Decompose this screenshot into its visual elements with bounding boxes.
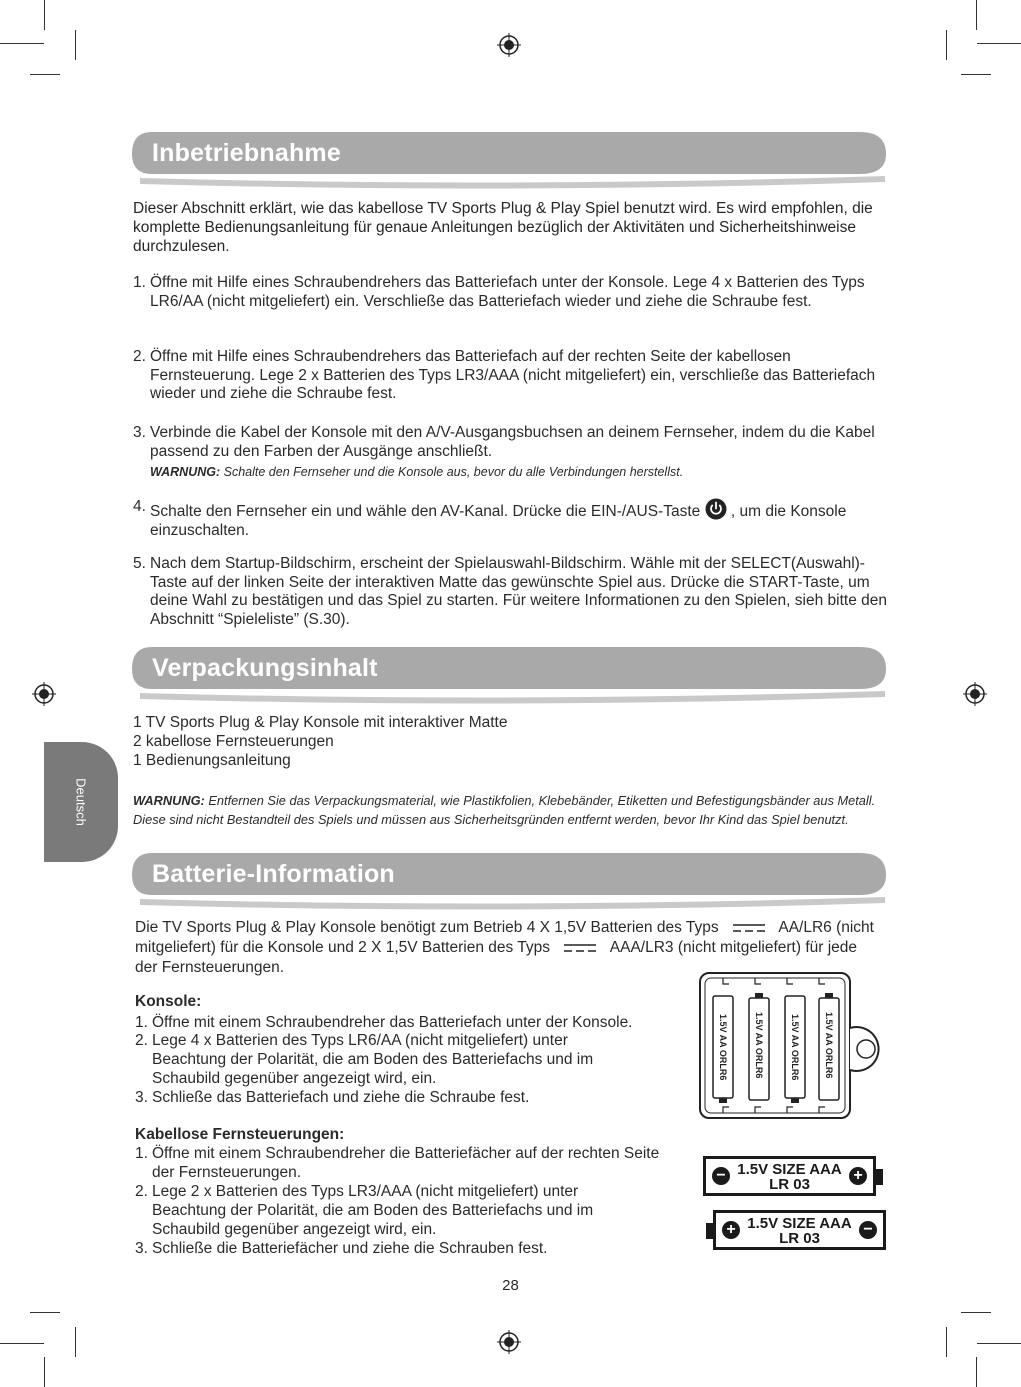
minus-terminal-icon: − — [859, 1221, 877, 1239]
crop-mark — [946, 30, 947, 60]
step-number: 1. — [135, 1014, 148, 1031]
power-button-icon — [705, 498, 727, 520]
step-text: Schließe das Batteriefach und ziehe die Schraube fest. — [152, 1089, 530, 1106]
package-item: 1 Bedienungsanleitung — [133, 752, 291, 769]
crop-mark — [976, 0, 977, 30]
step-3 — [133, 424, 893, 482]
aaa-battery-1 — [703, 1156, 876, 1196]
step-number: 1. — [133, 274, 146, 291]
battery-intro-c: AAA/LR3 (nicht mitgeliefert) für jede der Fernsteuerungen. — [135, 939, 858, 976]
step-text: Lege 4 x Batterien des Typs LR6/AA (nicht mitgeliefert) unter Beachtung der Polarität, die am Boden des Batteriefachs und im Schaubild gegenüber angezeigt wird, ein. — [152, 1032, 594, 1087]
step-text: Öffne mit einem Schraubendreher die Batteriefächer auf der rechten Seite der Fernsteuerungen. — [152, 1145, 660, 1181]
konsole-heading: Konsole: — [135, 993, 202, 1010]
crop-mark — [30, 74, 60, 75]
section-title: Batterie-Information — [152, 860, 395, 888]
dc-symbol-icon — [733, 923, 765, 933]
step-5 — [133, 555, 893, 629]
plus-terminal-icon: + — [722, 1221, 740, 1239]
konsole-step-3 — [135, 1088, 675, 1107]
crop-mark — [44, 1357, 45, 1387]
battery-nub — [876, 1169, 883, 1185]
page-number: 28 — [502, 1277, 519, 1294]
warning-label: WARNUNG: — [133, 793, 205, 808]
konsole-step-2 — [135, 1031, 645, 1088]
step-number: 5. — [133, 555, 146, 572]
step-number: 3. — [133, 424, 146, 441]
battery-intro-a: Die TV Sports Plug & Play Konsole benötigt zum Betrieb 4 X 1,5V Batterien des Typs — [135, 919, 719, 936]
aaa-battery-line1: 1.5V SIZE AAA — [747, 1215, 852, 1232]
battery-intro — [135, 918, 875, 978]
step-2 — [133, 348, 893, 404]
crop-mark — [976, 1357, 977, 1387]
crop-mark — [961, 1312, 991, 1313]
battery-nub — [706, 1223, 713, 1239]
aa-battery-cell — [785, 996, 805, 1103]
step-number: 1. — [135, 1145, 148, 1162]
step-number: 3. — [135, 1240, 148, 1257]
aaa-battery-label — [706, 1162, 873, 1192]
registration-mark-icon — [32, 682, 56, 706]
warning-text: Schalte den Fernseher und die Konsole aus, bevor du alle Verbindungen herstellst. — [223, 465, 684, 480]
step-text-b: , um die Konsole einzuschalten. — [150, 503, 847, 539]
konsole-step-1 — [135, 1013, 675, 1032]
step-number: 4. — [133, 498, 146, 515]
crop-mark — [75, 1327, 76, 1357]
step-text: Öffne mit Hilfe eines Schraubendrehers das Batteriefach unter der Konsole. Lege 4 x Batterien des Typs LR6/AA (nicht mitgeliefert) ein. Verschließe das Batteriefach wieder und ziehe die Schraube fest. — [150, 274, 865, 310]
aa-battery-label: 1.5V AA ORLR6 — [824, 1012, 834, 1079]
plus-terminal-icon: + — [849, 1167, 867, 1185]
warning-label: WARNUNG: — [150, 465, 221, 480]
section-title: Inbetriebnahme — [152, 139, 341, 167]
intro-text: Dieser Abschnitt erklärt, wie das kabellose TV Sports Plug & Play Spiel benutzt wird. Es wird empfohlen, die komplette Bedienungsanleitung für genaue Anleitungen bezüglich der Aktivitäten und Sicherheitshinweise durchzulesen. — [133, 200, 873, 255]
step-number: 2. — [133, 348, 146, 365]
aa-battery-cell — [819, 993, 839, 1100]
aa-battery-label: 1.5V AA ORLR6 — [754, 1012, 764, 1079]
fern-step-1 — [135, 1144, 665, 1182]
crop-mark — [977, 1343, 1021, 1344]
step-text: Nach dem Startup-Bildschirm, erscheint der Spielauswahl-Bildschirm. Wähle mit der SELECT(Auswahl)-Taste auf der linken Seite der interaktiven Matte das gewünschte Spiel aus. Drücke die START-Taste, um deine Wahl zu bestätigen und das Spiel zu starten. Für weitere Informationen zu den Spielen, sieh bitte den Abschnitt “Spieleliste” (S.30). — [150, 555, 887, 628]
language-tab — [44, 742, 118, 862]
section-banner-verpackungsinhalt — [130, 645, 890, 705]
step-text-a: Schalte den Fernseher ein und wähle den AV-Kanal. Drücke die EIN-/AUS-Taste — [150, 503, 701, 520]
crop-mark — [961, 74, 991, 75]
aa-battery-label: 1.5V AA ORLR6 — [790, 1014, 800, 1081]
crop-mark — [0, 1343, 44, 1344]
crop-mark — [44, 0, 45, 30]
section-banner-batterie — [130, 851, 890, 911]
section-title: Verpackungsinhalt — [152, 654, 378, 682]
aa-battery-cell — [713, 996, 733, 1103]
registration-mark-icon — [497, 1330, 521, 1354]
aa-battery-compartment-diagram — [697, 970, 892, 1122]
package-item: 2 kabellose Fernsteuerungen — [133, 733, 334, 750]
aaa-battery-line2: LR 03 — [779, 1230, 820, 1247]
aa-battery-label: 1.5V AA ORLR6 — [718, 1014, 728, 1081]
step-text — [150, 498, 893, 540]
crop-mark — [30, 1312, 60, 1313]
step-number: 3. — [135, 1089, 148, 1106]
crop-mark — [946, 1327, 947, 1357]
dc-symbol-icon — [564, 943, 596, 953]
registration-mark-icon — [963, 682, 987, 706]
battery-intro-b: AA/LR6 (nicht mitgeliefert) für die Konsole und 2 X 1,5V Batterien des Typs — [135, 919, 874, 956]
section-banner-inbetriebnahme — [130, 130, 890, 190]
step-1 — [133, 274, 893, 311]
minus-terminal-icon: − — [712, 1167, 730, 1185]
package-item: 1 TV Sports Plug & Play Konsole mit interaktiver Matte — [133, 714, 508, 731]
packaging-warning — [133, 791, 893, 829]
aa-battery-cell — [749, 993, 769, 1100]
step-text: Schließe die Batteriefächer und ziehe die Schrauben fest. — [152, 1240, 548, 1257]
crop-mark — [75, 30, 76, 60]
aaa-battery-label — [716, 1216, 883, 1246]
fern-step-2 — [135, 1182, 645, 1239]
language-label: Deutsch — [73, 778, 89, 826]
aaa-battery-line1: 1.5V SIZE AAA — [737, 1161, 842, 1178]
step-4 — [133, 498, 893, 540]
step-text: Lege 2 x Batterien des Typs LR3/AAA (nicht mitgeliefert) unter Beachtung der Polarität, die am Boden des Batteriefachs und im Schaubild gegenüber angezeigt wird, ein. — [152, 1183, 594, 1238]
step-text: Verbinde die Kabel der Konsole mit den A/V-Ausgangsbuchsen an deinem Fernseher, indem du die Kabel passend zu den Farben der Ausgänge anschließt. — [150, 424, 875, 460]
warning-note — [150, 463, 893, 482]
crop-mark — [0, 43, 44, 44]
step-text: Öffne mit einem Schraubendreher das Batteriefach unter der Konsole. — [152, 1014, 633, 1031]
step-text: Öffne mit Hilfe eines Schraubendrehers das Batteriefach auf der rechten Seite der kabellosen Fernsteuerung. Lege 2 x Batterien des Typs LR3/AAA (nicht mitgeliefert) ein, verschließe das Batteriefach wieder und ziehe die Schraube fest. — [150, 348, 876, 403]
registration-mark-icon — [497, 33, 521, 57]
step-number: 2. — [135, 1183, 148, 1200]
crop-mark — [977, 43, 1021, 44]
warning-text: Entfernen Sie das Verpackungsmaterial, wie Plastikfolien, Klebebänder, Etiketten und Befestigungsbänder aus Metall. Diese sind nicht Bestandteil des Spiels und müssen aus Sicherheitsgründen entfernt werden, bevor Ihr Kind das Spiel benutzt. — [133, 793, 876, 827]
aaa-battery-2 — [713, 1210, 886, 1250]
step-number: 2. — [135, 1032, 148, 1049]
fern-step-3 — [135, 1239, 675, 1258]
fernsteuerung-heading: Kabellose Fernsteuerungen: — [135, 1126, 345, 1143]
aaa-battery-line2: LR 03 — [769, 1176, 810, 1193]
intro-paragraph — [133, 199, 893, 256]
